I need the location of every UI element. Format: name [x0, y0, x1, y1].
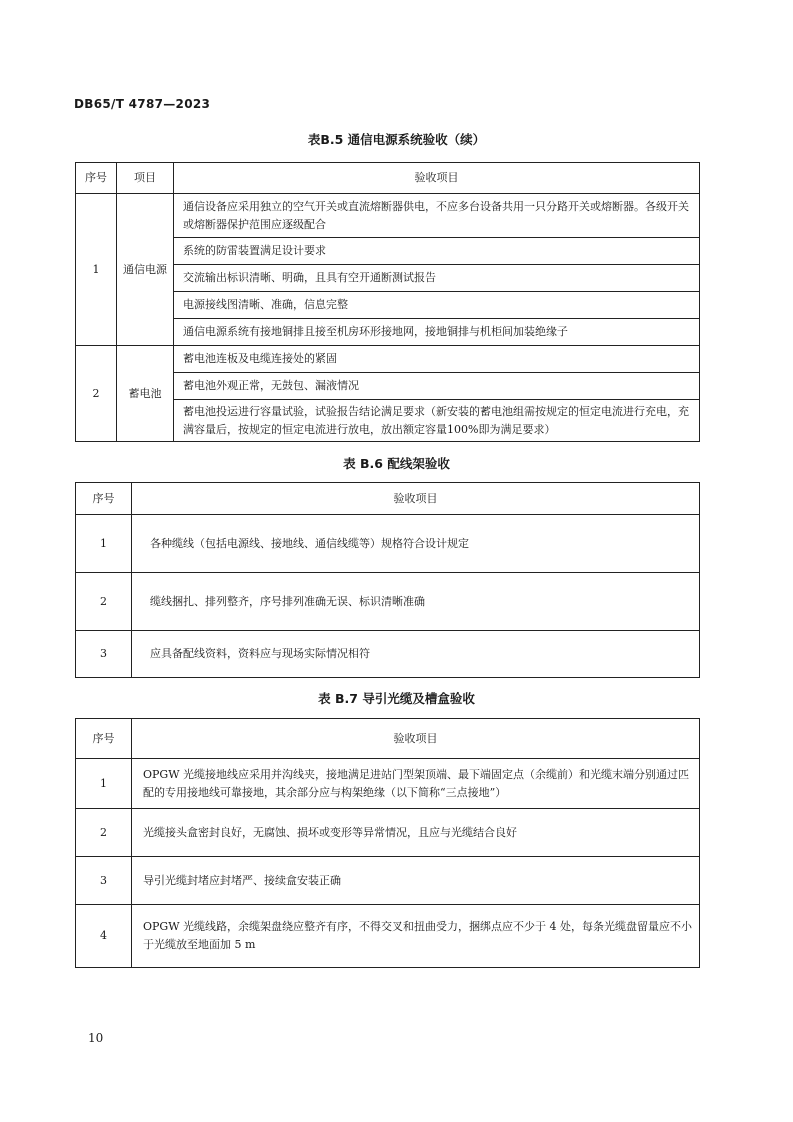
table-row — [76, 631, 700, 678]
row-no: 4 — [76, 905, 132, 968]
table-row — [76, 573, 700, 631]
document-code: DB65/T 4787—2023 — [74, 97, 211, 111]
check-cell: 导引光缆封堵应封堵严、接续盒安装正确 — [132, 857, 700, 905]
row-no: 1 — [76, 759, 132, 809]
check-cell: OPGW 光缆线路，余缆架盘绕应整齐有序，不得交叉和扭曲受力，捆绑点应不少于 4 处，每条光缆盘留量应不小于光缆放至地面加 5 m — [132, 905, 700, 968]
table-b5 — [75, 162, 700, 442]
check-cell: 通信电源系统有接地铜排且接至机房环形接地网，接地铜排与机柜间加装绝缘子 — [174, 319, 700, 346]
group-no: 2 — [76, 346, 117, 442]
table-b6-title: 表 B.6 配线架验收 — [343, 456, 450, 471]
row-no: 1 — [76, 515, 132, 573]
table-row — [76, 515, 700, 573]
table-b6 — [75, 482, 700, 678]
table-b7 — [75, 718, 700, 968]
check-cell: OPGW 光缆接地线应采用并沟线夹，接地满足进站门型架顶端、最下端固定点（余缆前）和光缆末端分别通过匹配的专用接地线可靠接地，其余部分应与构架绝缘（以下简称“三点接地”） — [132, 759, 700, 809]
check-cell: 交流输出标识清晰、明确，且具有空开通断测试报告 — [174, 265, 700, 292]
table-row — [76, 905, 700, 968]
header-no: 序号 — [76, 719, 132, 759]
header-check: 验收项目 — [174, 163, 700, 194]
page-number: 10 — [88, 1031, 104, 1045]
check-cell: 光缆接头盒密封良好，无腐蚀、损坏或变形等异常情况，且应与光缆结合良好 — [132, 809, 700, 857]
check-cell: 蓄电池连板及电缆连接处的紧固 — [174, 346, 700, 373]
check-cell: 系统的防雷装置满足设计要求 — [174, 238, 700, 265]
row-no: 3 — [76, 857, 132, 905]
check-cell: 蓄电池外观正常，无鼓包、漏液情况 — [174, 373, 700, 400]
group-item: 通信电源 — [117, 194, 174, 346]
row-no: 2 — [76, 573, 132, 631]
table-row — [76, 809, 700, 857]
header-item: 项目 — [117, 163, 174, 194]
table-header-row — [76, 483, 700, 515]
check-cell: 应具备配线资料，资料应与现场实际情况相符 — [132, 631, 700, 678]
group-no: 1 — [76, 194, 117, 346]
table-row — [76, 194, 700, 238]
table-row — [76, 857, 700, 905]
table-header-row — [76, 163, 700, 194]
header-check: 验收项目 — [132, 483, 700, 515]
header-no: 序号 — [76, 483, 132, 515]
check-cell: 电源接线图清晰、准确，信息完整 — [174, 292, 700, 319]
check-cell: 缆线捆扎、排列整齐，序号排列准确无误、标识清晰准确 — [132, 573, 700, 631]
table-row — [76, 759, 700, 809]
table-b7-title: 表 B.7 导引光缆及槽盒验收 — [318, 691, 475, 706]
check-cell: 蓄电池投运进行容量试验，试验报告结论满足要求（新安装的蓄电池组需按规定的恒定电流进行充电，充满容量后，按规定的恒定电流进行放电，放出额定容量100%即为满足要求） — [174, 400, 700, 442]
row-no: 2 — [76, 809, 132, 857]
row-no: 3 — [76, 631, 132, 678]
table-row — [76, 346, 700, 373]
header-no: 序号 — [76, 163, 117, 194]
check-cell: 各种缆线（包括电源线、接地线、通信线缆等）规格符合设计规定 — [132, 515, 700, 573]
table-b5-title: 表B.5 通信电源系统验收（续） — [307, 132, 486, 147]
table-header-row — [76, 719, 700, 759]
check-cell: 通信设备应采用独立的空气开关或直流熔断器供电，不应多台设备共用一只分路开关或熔断器。各级开关或熔断器保护范围应逐级配合 — [174, 194, 700, 238]
header-check: 验收项目 — [132, 719, 700, 759]
group-item: 蓄电池 — [117, 346, 174, 442]
